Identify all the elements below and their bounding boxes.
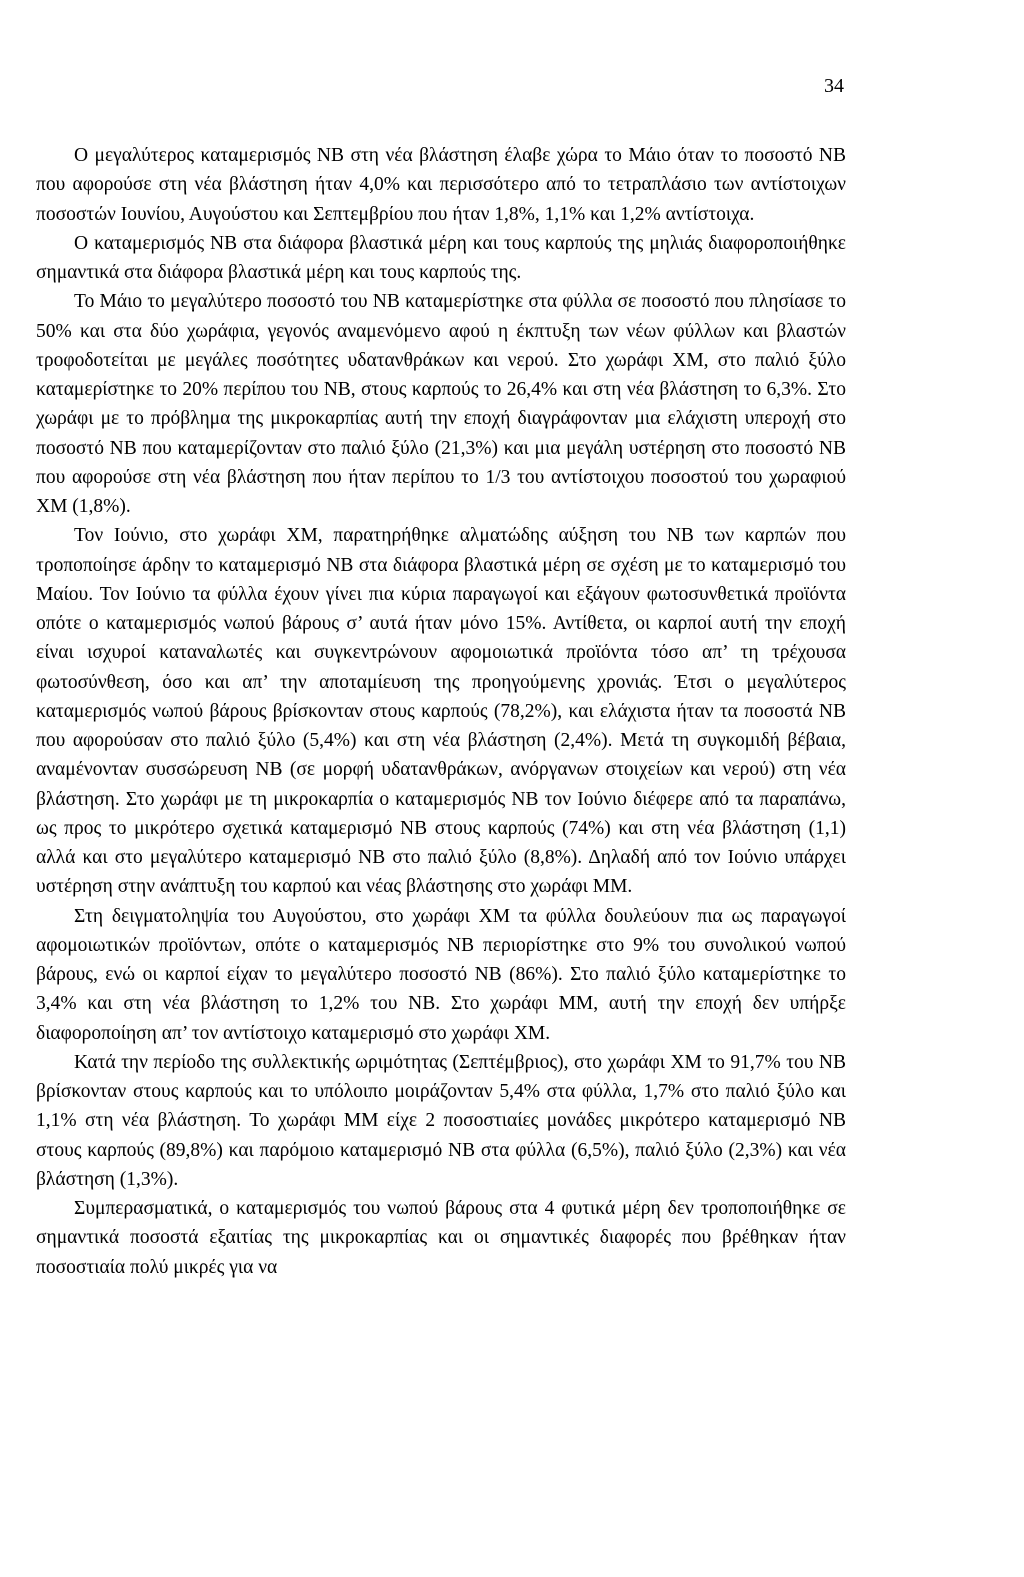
paragraph: Στη δειγματοληψία του Αυγούστου, στο χωράφι ΧΜ τα φύλλα δουλεύουν πια ως παραγωγοί αφομοιωτικών προϊόντων, οπότε ο καταμερισμός ΝΒ περιορίστηκε στο 9% του συνολικού νωπού βάρους, ενώ οι καρποί είχαν το μεγαλύτερο ποσοστό ΝΒ (86%). Στο παλιό ξύλο καταμερίστηκε το 3,4% και στη νέα βλάστηση το 1,2% του ΝΒ. Στο χωράφι ΜΜ, αυτή την εποχή δεν υπήρξε διαφοροποίηση απ’ τον αντίστοιχο καταμερισμό στο χωράφι ΧΜ. xyxy=(36,905,846,1044)
page-number: 34 xyxy=(824,75,844,97)
paragraph: Συμπερασματικά, ο καταμερισμός του νωπού βάρους στα 4 φυτικά μέρη δεν τροποποιήθηκε σε σημαντικά ποσοστά εξαιτίας της μικροκαρπίας και οι σημαντικές διαφορές που βρέθηκαν ήταν ποσοστιαία πολύ μικρές για να xyxy=(36,1198,846,1278)
paragraph: Ο μεγαλύτερος καταμερισμός ΝΒ στη νέα βλάστηση έλαβε χώρα το Μάιο όταν το ποσοστό ΝΒ που αφορούσε στη νέα βλάστηση ήταν 4,0% και περισσότερο από το τετραπλάσιο των αντίστοιχων ποσοστών Ιουνίου, Αυγούστου και Σεπτεμβρίου που ήταν 1,8%, 1,1% και 1,2% αντίστοιχα. xyxy=(36,145,846,225)
body-text xyxy=(36,141,846,1282)
paragraph: Το Μάιο το μεγαλύτερο ποσοστό του ΝΒ καταμερίστηκε στα φύλλα σε ποσοστό που πλησίασε το 50% και στα δύο χωράφια, γεγονός αναμενόμενο αφού η έκπτυξη των νέων φύλλων και βλαστών τροφοδοτείται με μεγάλες ποσότητες υδατανθράκων και νερού. Στο χωράφι ΧΜ, στο παλιό ξύλο καταμερίστηκε το 20% περίπου του ΝΒ, στους καρπούς το 26,4% και στη νέα βλάστηση το 6,3%. Στο χωράφι με το πρόβλημα της μικροκαρπίας αυτή την εποχή διαγράφονταν μια ελάχιστη υπεροχή στο ποσοστό ΝΒ που καταμερίζονταν στο παλιό ξύλο (21,3%) και μια μεγάλη υστέρηση στο ποσοστό ΝΒ που αφορούσε στη νέα βλάστηση που ήταν περίπου το 1/3 του αντίστοιχου ποσοστού του χωραφιού ΧΜ (1,8%). xyxy=(36,291,846,517)
paragraph: Ο καταμερισμός ΝΒ στα διάφορα βλαστικά μέρη και τους καρπούς της μηλιάς διαφοροποιήθηκε σημαντικά στα διάφορα βλαστικά μέρη και τους καρπούς της. xyxy=(36,232,846,283)
paragraph: Τον Ιούνιο, στο χωράφι ΧΜ, παρατηρήθηκε αλματώδης αύξηση του ΝΒ των καρπών που τροποποίησε άρδην το καταμερισμό ΝΒ στα διάφορα βλαστικά μέρη σε σχέση με το καταμερισμό του Μαίου. Τον Ιούνιο τα φύλλα έχουν γίνει πια κύρια παραγωγοί και εξάγουν φωτοσυνθετικά προϊόντα οπότε ο καταμερισμός νωπού βάρους σ’ αυτά ήταν μόνο 15%. Αντίθετα, οι καρποί αυτή την εποχή είναι ισχυροί καταναλωτές και συγκεντρώνουν αφομοιωτικά προϊόντα τόσο απ’ τη τρέχουσα φωτοσύνθεση, όσο και απ’ την αποταμίευση της προηγούμενης χρονιάς. Έτσι ο μεγαλύτερος καταμερισμός νωπού βάρους βρίσκονταν στους καρπούς (78,2%), και ελάχιστα ήταν τα ποσοστά ΝΒ που αφορούσαν στο παλιό ξύλο (5,4%) και στη νέα βλάστηση (2,4%). Μετά τη συγκομιδή βέβαια, αναμένονταν συσσώρευση ΝΒ (σε μορφή υδατανθράκων, ανόργανων στοιχείων και νερού) στη νέα βλάστηση. Στο χωράφι με τη μικροκαρπία ο καταμερισμός ΝΒ τον Ιούνιο διέφερε από τα παραπάνω, ως προς το μικρότερο σχετικά καταμερισμό ΝΒ στους καρπούς (74%) και στη νέα βλάστηση (1,1) αλλά και στο μεγαλύτερο καταμερισμό ΝΒ στο παλιό ξύλο (8,8%). Δηλαδή από τον Ιούνιο υπάρχει υστέρηση στην ανάπτυξη του καρπού και νέας βλάστησης στο χωράφι ΜΜ. xyxy=(36,525,846,898)
paragraph: Κατά την περίοδο της συλλεκτικής ωριμότητας (Σεπτέμβριος), στο χωράφι ΧΜ το 91,7% του ΝΒ βρίσκονταν στους καρπούς και το υπόλοιπο μοιράζονταν 5,4% στα φύλλα, 1,7% στο παλιό ξύλο και 1,1% στη νέα βλάστηση. Το χωράφι ΜΜ είχε 2 ποσοστιαίες μονάδες μικρότερο καταμερισμό ΝΒ στους καρπούς (89,8%) και παρόμοιο καταμερισμό ΝΒ στα φύλλα (6,5%), παλιό ξύλο (2,3%) και νέα βλάστηση (1,3%). xyxy=(36,1051,846,1190)
